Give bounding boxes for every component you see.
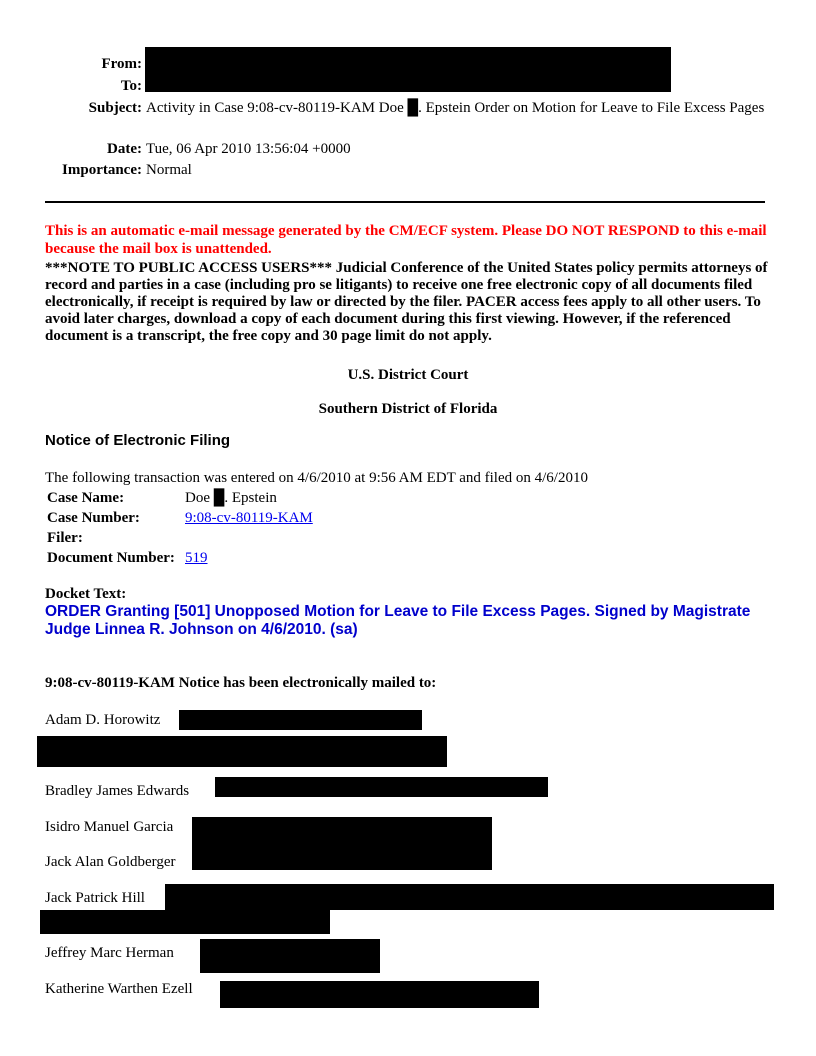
case-number-label: Case Number: — [47, 510, 140, 526]
to-label: To: — [120, 78, 142, 94]
recipient-name: Jack Alan Goldberger — [45, 854, 176, 870]
recipient-name: Isidro Manuel Garcia — [45, 819, 174, 835]
docket-text: ORDER Granting [501] Unopposed Motion for Leave to File Excess Pages. Signed by Magistrate Judge Linnea R. Johnson on 4/6/2010. (sa) — [45, 603, 751, 638]
case-name-value: Doe █. Epstein — [185, 490, 277, 506]
document-number-cell — [185, 549, 208, 567]
document-number-link[interactable]: 519 — [185, 550, 208, 566]
recipient-name: Jack Patrick Hill — [45, 890, 145, 906]
redaction-email — [192, 817, 492, 870]
redaction-email — [179, 710, 422, 730]
public-access-notice: ***NOTE TO PUBLIC ACCESS USERS*** Judicial Conference of the United States policy permits attorneys of record and parties in a case (including pro se litigants) to receive one free electronic copy of all documents filed electronically, if receipt is required by law or directed by the filer. PACER access fees apply to all other users. To avoid later charges, download a copy of each document during this first viewing. However, if the referenced document is a transcript, the free copy and 30 page limit do not apply. — [45, 260, 768, 344]
redaction-email — [220, 981, 539, 1008]
subject-label: Subject: — [88, 100, 142, 116]
recipient-name: Bradley James Edwards — [45, 783, 190, 799]
case-number-cell — [185, 509, 313, 527]
document-number-label: Document Number: — [47, 550, 175, 566]
district-name: Southern District of Florida — [318, 401, 498, 417]
mailed-to-heading: 9:08-cv-80119-KAM Notice has been electronically mailed to: — [45, 675, 437, 691]
subject-value: Activity in Case 9:08-cv-80119-KAM Doe █. Epstein Order on Motion for Leave to File Excess Pages — [146, 100, 765, 116]
date-label: Date: — [107, 141, 142, 157]
notice-title: Notice of Electronic Filing — [45, 432, 231, 449]
docket-text-label: Docket Text: — [45, 586, 127, 602]
redaction-block — [37, 736, 447, 767]
redaction-block — [40, 910, 330, 934]
auto-message-warning: This is an automatic e-mail message generated by the CM/ECF system. Please DO NOT RESPOND to this e-mail because the mail box is unattended. — [45, 223, 767, 257]
redaction-from-to — [145, 47, 671, 92]
case-number-link[interactable]: 9:08-cv-80119-KAM — [185, 510, 313, 526]
importance-label: Importance: — [62, 162, 142, 178]
redaction-email — [165, 884, 774, 910]
filer-label: Filer: — [47, 530, 83, 546]
case-name-label: Case Name: — [47, 490, 125, 506]
redaction-email — [200, 939, 380, 973]
recipient-name: Jeffrey Marc Herman — [45, 945, 174, 961]
from-label: From: — [101, 56, 142, 72]
recipient-name: Adam D. Horowitz — [45, 712, 161, 728]
transaction-line: The following transaction was entered on 4/6/2010 at 9:56 AM EDT and filed on 4/6/2010 — [45, 470, 588, 486]
court-name: U.S. District Court — [347, 367, 469, 383]
date-value: Tue, 06 Apr 2010 13:56:04 +0000 — [146, 141, 351, 157]
header-divider — [45, 201, 765, 203]
importance-value: Normal — [146, 162, 192, 178]
redaction-email — [215, 777, 548, 797]
recipient-name: Katherine Warthen Ezell — [45, 981, 193, 997]
